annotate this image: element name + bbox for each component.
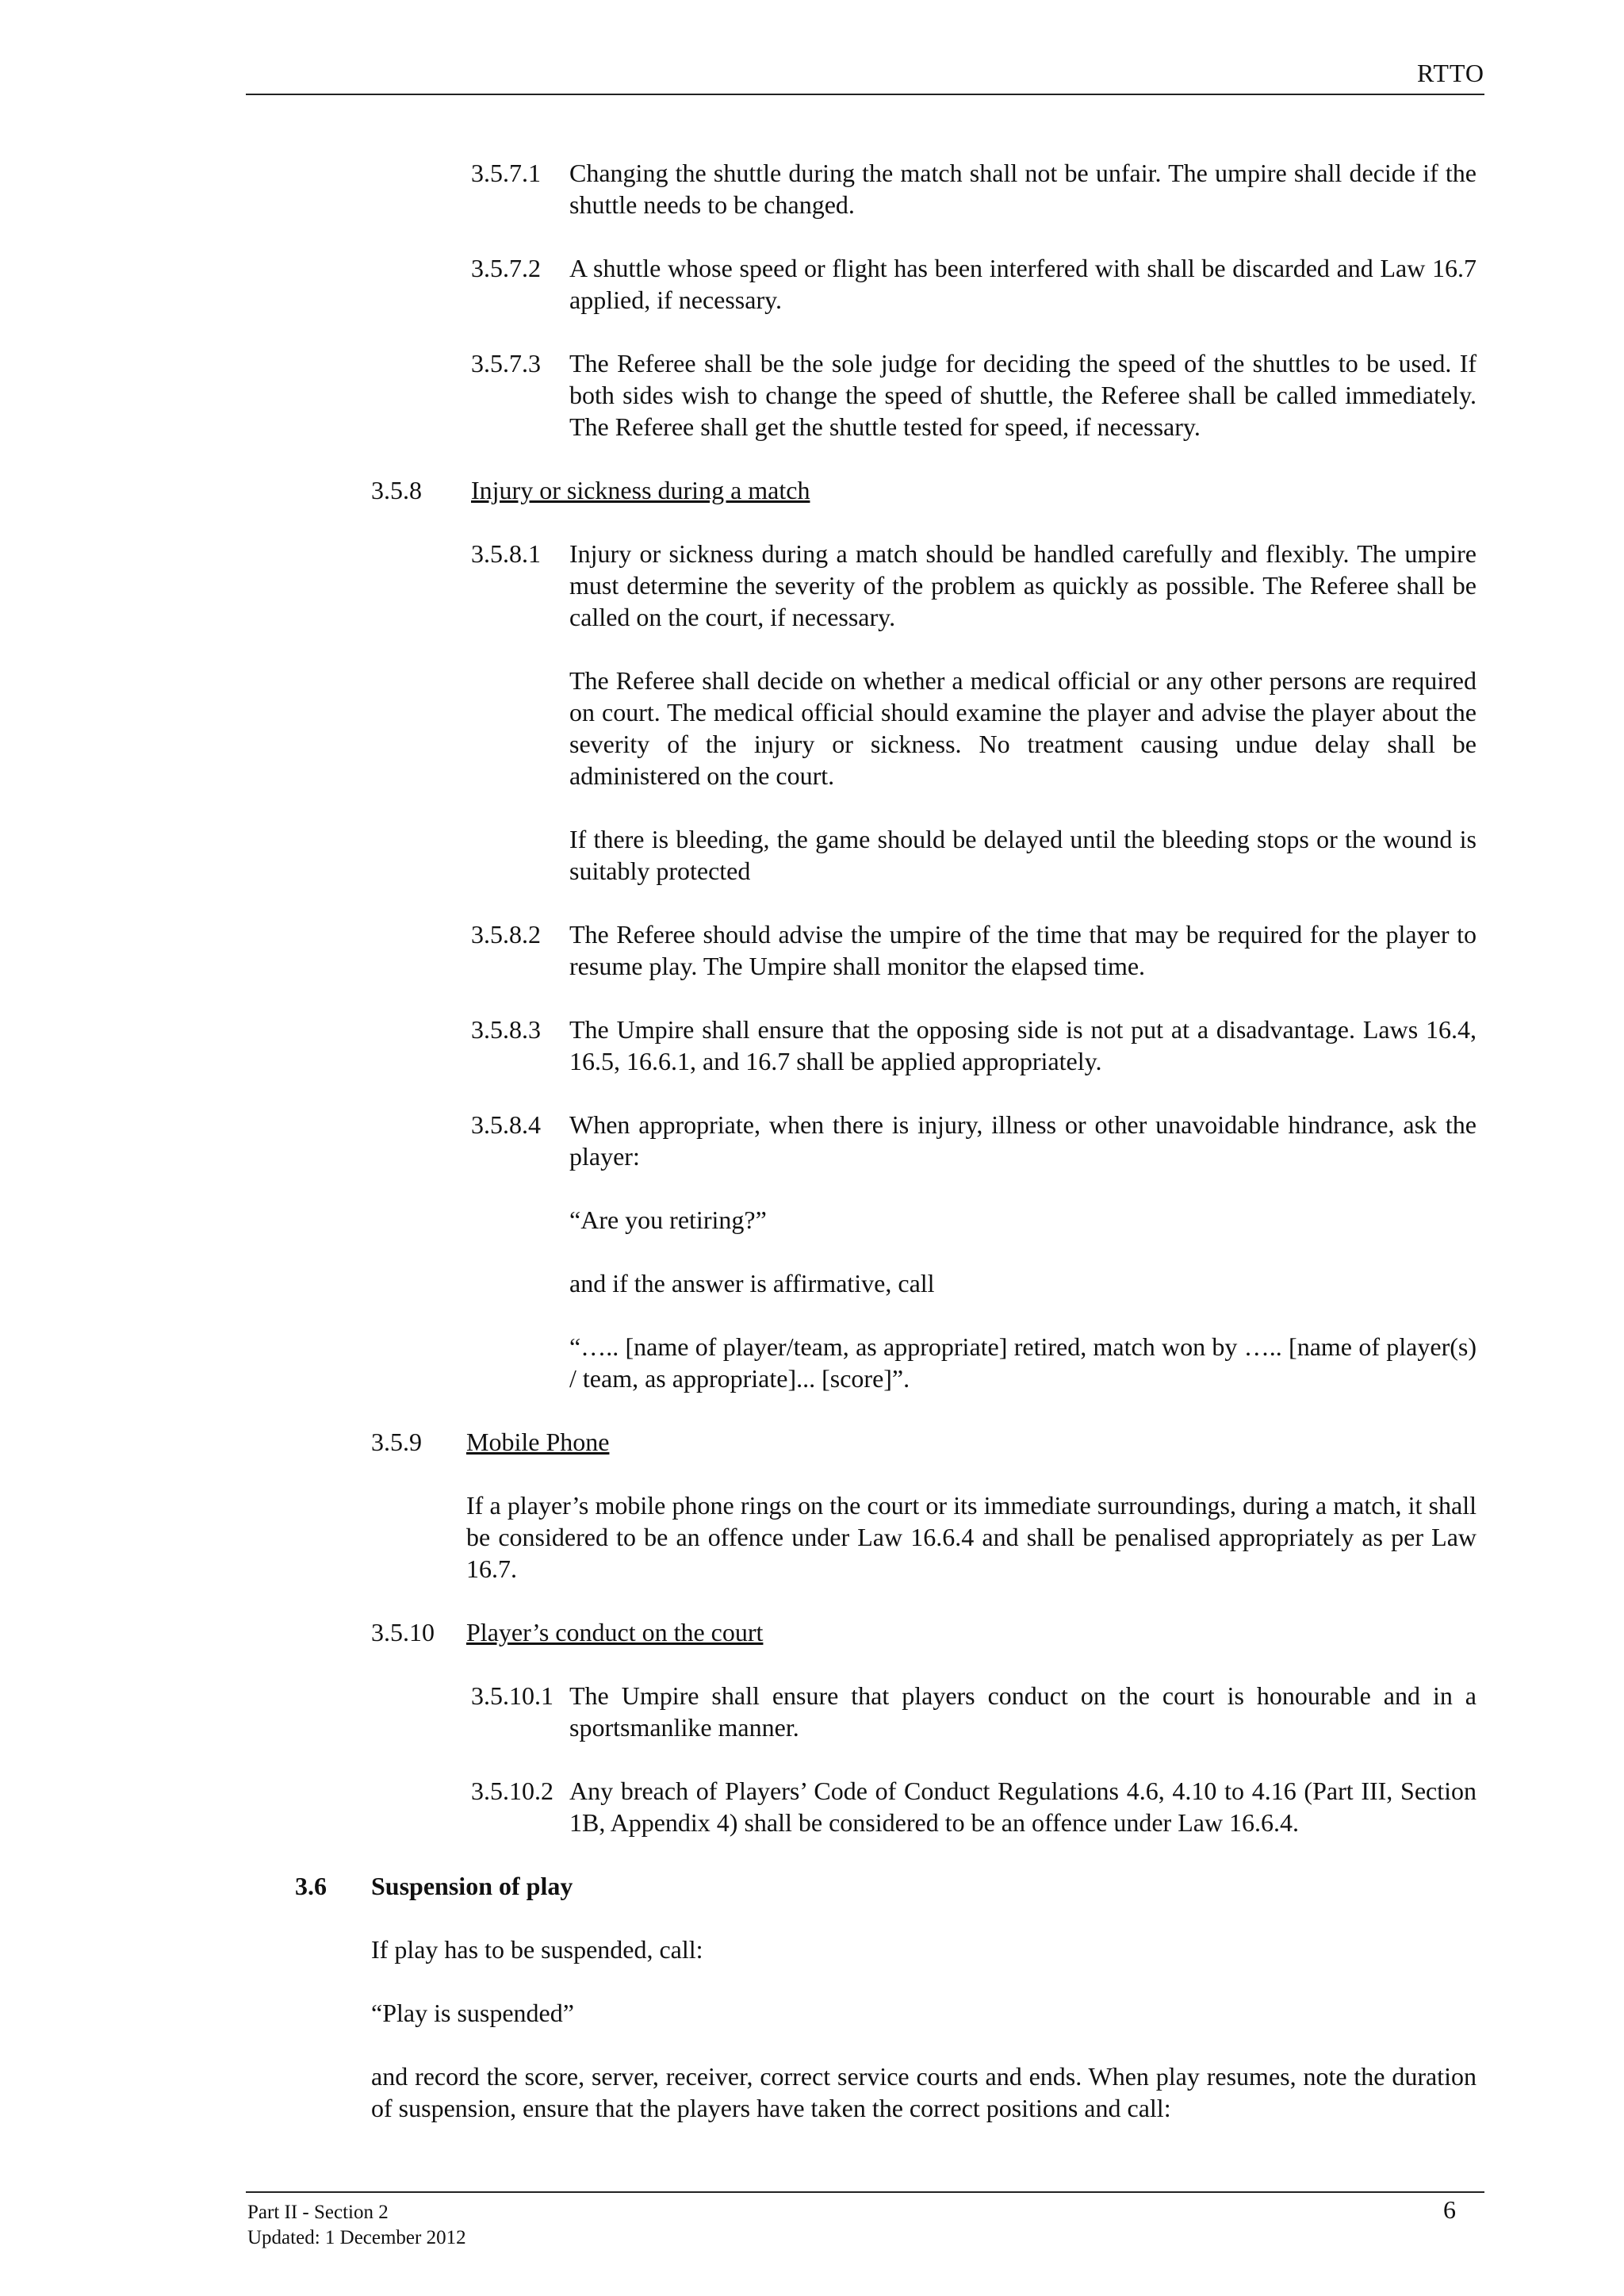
header-rule <box>246 94 1484 95</box>
section-text-3-6-quote: “Play is suspended” <box>371 1999 574 2027</box>
clause-text-3-5-8-4-p3: and if the answer is affirmative, call <box>569 1269 935 1297</box>
section-number-3-6: 3.6 <box>295 1872 327 1900</box>
clause-number-3-5-8-3: 3.5.8.3 <box>471 1015 541 1044</box>
clause-number-3-5-8-2: 3.5.8.2 <box>471 920 541 949</box>
clause-number-3-5-10-2: 3.5.10.2 <box>471 1777 553 1805</box>
section-number-3-5-10: 3.5.10 <box>371 1618 435 1646</box>
clause-text-3-5-7-3: The Referee shall be the sole judge for deciding the speed of the shuttles to be used. If both sides wish to change the speed of shuttle, the Referee shall be called immediately. The Referee shall get the shuttle tested for speed, if necessary. <box>569 349 1477 441</box>
section-text-3-5-9: If a player’s mobile phone rings on the court or its immediate surroundings, during a match, it shall be considered to be an offence under Law 16.6.4 and shall be penalised appropriately as per Law 16.7. <box>466 1491 1477 1583</box>
clause-text-3-5-8-2: The Referee should advise the umpire of the time that may be required for the player to resume play. The Umpire shall monitor the elapsed time. <box>569 920 1477 980</box>
section-text-3-6-p3: and record the score, server, receiver, correct service courts and ends. When play resumes, note the duration of suspension, ensure that the players have taken the correct positions and call: <box>371 2062 1477 2122</box>
clause-number-3-5-10-1: 3.5.10.1 <box>471 1681 553 1710</box>
section-heading-3-6: Suspension of play <box>371 1872 573 1900</box>
clause-number-3-5-7-2: 3.5.7.2 <box>471 254 541 282</box>
clause-text-3-5-8-4-quote: “Are you retiring?” <box>569 1205 767 1234</box>
footer-updated-date: Updated: 1 December 2012 <box>247 2227 466 2248</box>
clause-text-3-5-10-1: The Umpire shall ensure that players conduct on the court is honourable and in a sportsmanlike manner. <box>569 1681 1477 1742</box>
section-text-3-6-p1: If play has to be suspended, call: <box>371 1935 703 1964</box>
clause-text-3-5-8-1-p3: If there is bleeding, the game should be delayed until the bleeding stops or the wound is suitably protected <box>569 825 1477 885</box>
clause-text-3-5-7-2: A shuttle whose speed or flight has been interfered with shall be discarded and Law 16.7 applied, if necessary. <box>569 254 1477 314</box>
clause-number-3-5-7-1: 3.5.7.1 <box>471 159 541 187</box>
clause-text-3-5-8-3: The Umpire shall ensure that the opposing side is not put at a disadvantage. Laws 16.4, 16.5, 16.6.1, and 16.7 shall be applied appropriately. <box>569 1015 1477 1075</box>
footer-rule <box>246 2191 1484 2193</box>
footer-section-label: Part II - Section 2 <box>247 2202 389 2223</box>
page-number: 6 <box>1443 2195 1456 2224</box>
clause-text-3-5-7-1: Changing the shuttle during the match shall not be unfair. The umpire shall decide if the shuttle needs to be changed. <box>569 159 1477 219</box>
section-heading-3-5-8: Injury or sickness during a match <box>471 476 810 504</box>
clause-number-3-5-7-3: 3.5.7.3 <box>471 349 541 378</box>
section-number-3-5-8: 3.5.8 <box>371 476 422 504</box>
section-heading-3-5-10: Player’s conduct on the court <box>466 1618 764 1646</box>
section-number-3-5-9: 3.5.9 <box>371 1428 422 1456</box>
section-heading-3-5-9: Mobile Phone <box>466 1428 610 1456</box>
header-title: RTTO <box>1416 59 1484 87</box>
clause-text-3-5-8-1-p1: Injury or sickness during a match should be handled carefully and flexibly. The umpire must determine the severity of the problem as quickly as possible. The Referee shall be called on the court, if necessary. <box>569 539 1477 631</box>
clause-text-3-5-8-4-p1: When appropriate, when there is injury, illness or other unavoidable hindrance, ask the player: <box>569 1110 1477 1171</box>
clause-text-3-5-10-2: Any breach of Players’ Code of Conduct Regulations 4.6, 4.10 to 4.16 (Part III, Section 1B, Appendix 4) shall be considered to be an offence under Law 16.6.4. <box>569 1777 1477 1837</box>
clause-number-3-5-8-1: 3.5.8.1 <box>471 539 541 568</box>
clause-text-3-5-8-1-p2: The Referee shall decide on whether a medical official or any other persons are required on court. The medical official should examine the player and advise the player about the severity of the injury or sickness. No treatment causing undue delay shall be administered on the court. <box>569 666 1477 790</box>
clause-number-3-5-8-4: 3.5.8.4 <box>471 1110 541 1139</box>
clause-text-3-5-8-4-call: “….. [name of player/team, as appropriate] retired, match won by ….. [name of player(s) / team, as appropriate]... [score]”. <box>569 1332 1477 1393</box>
